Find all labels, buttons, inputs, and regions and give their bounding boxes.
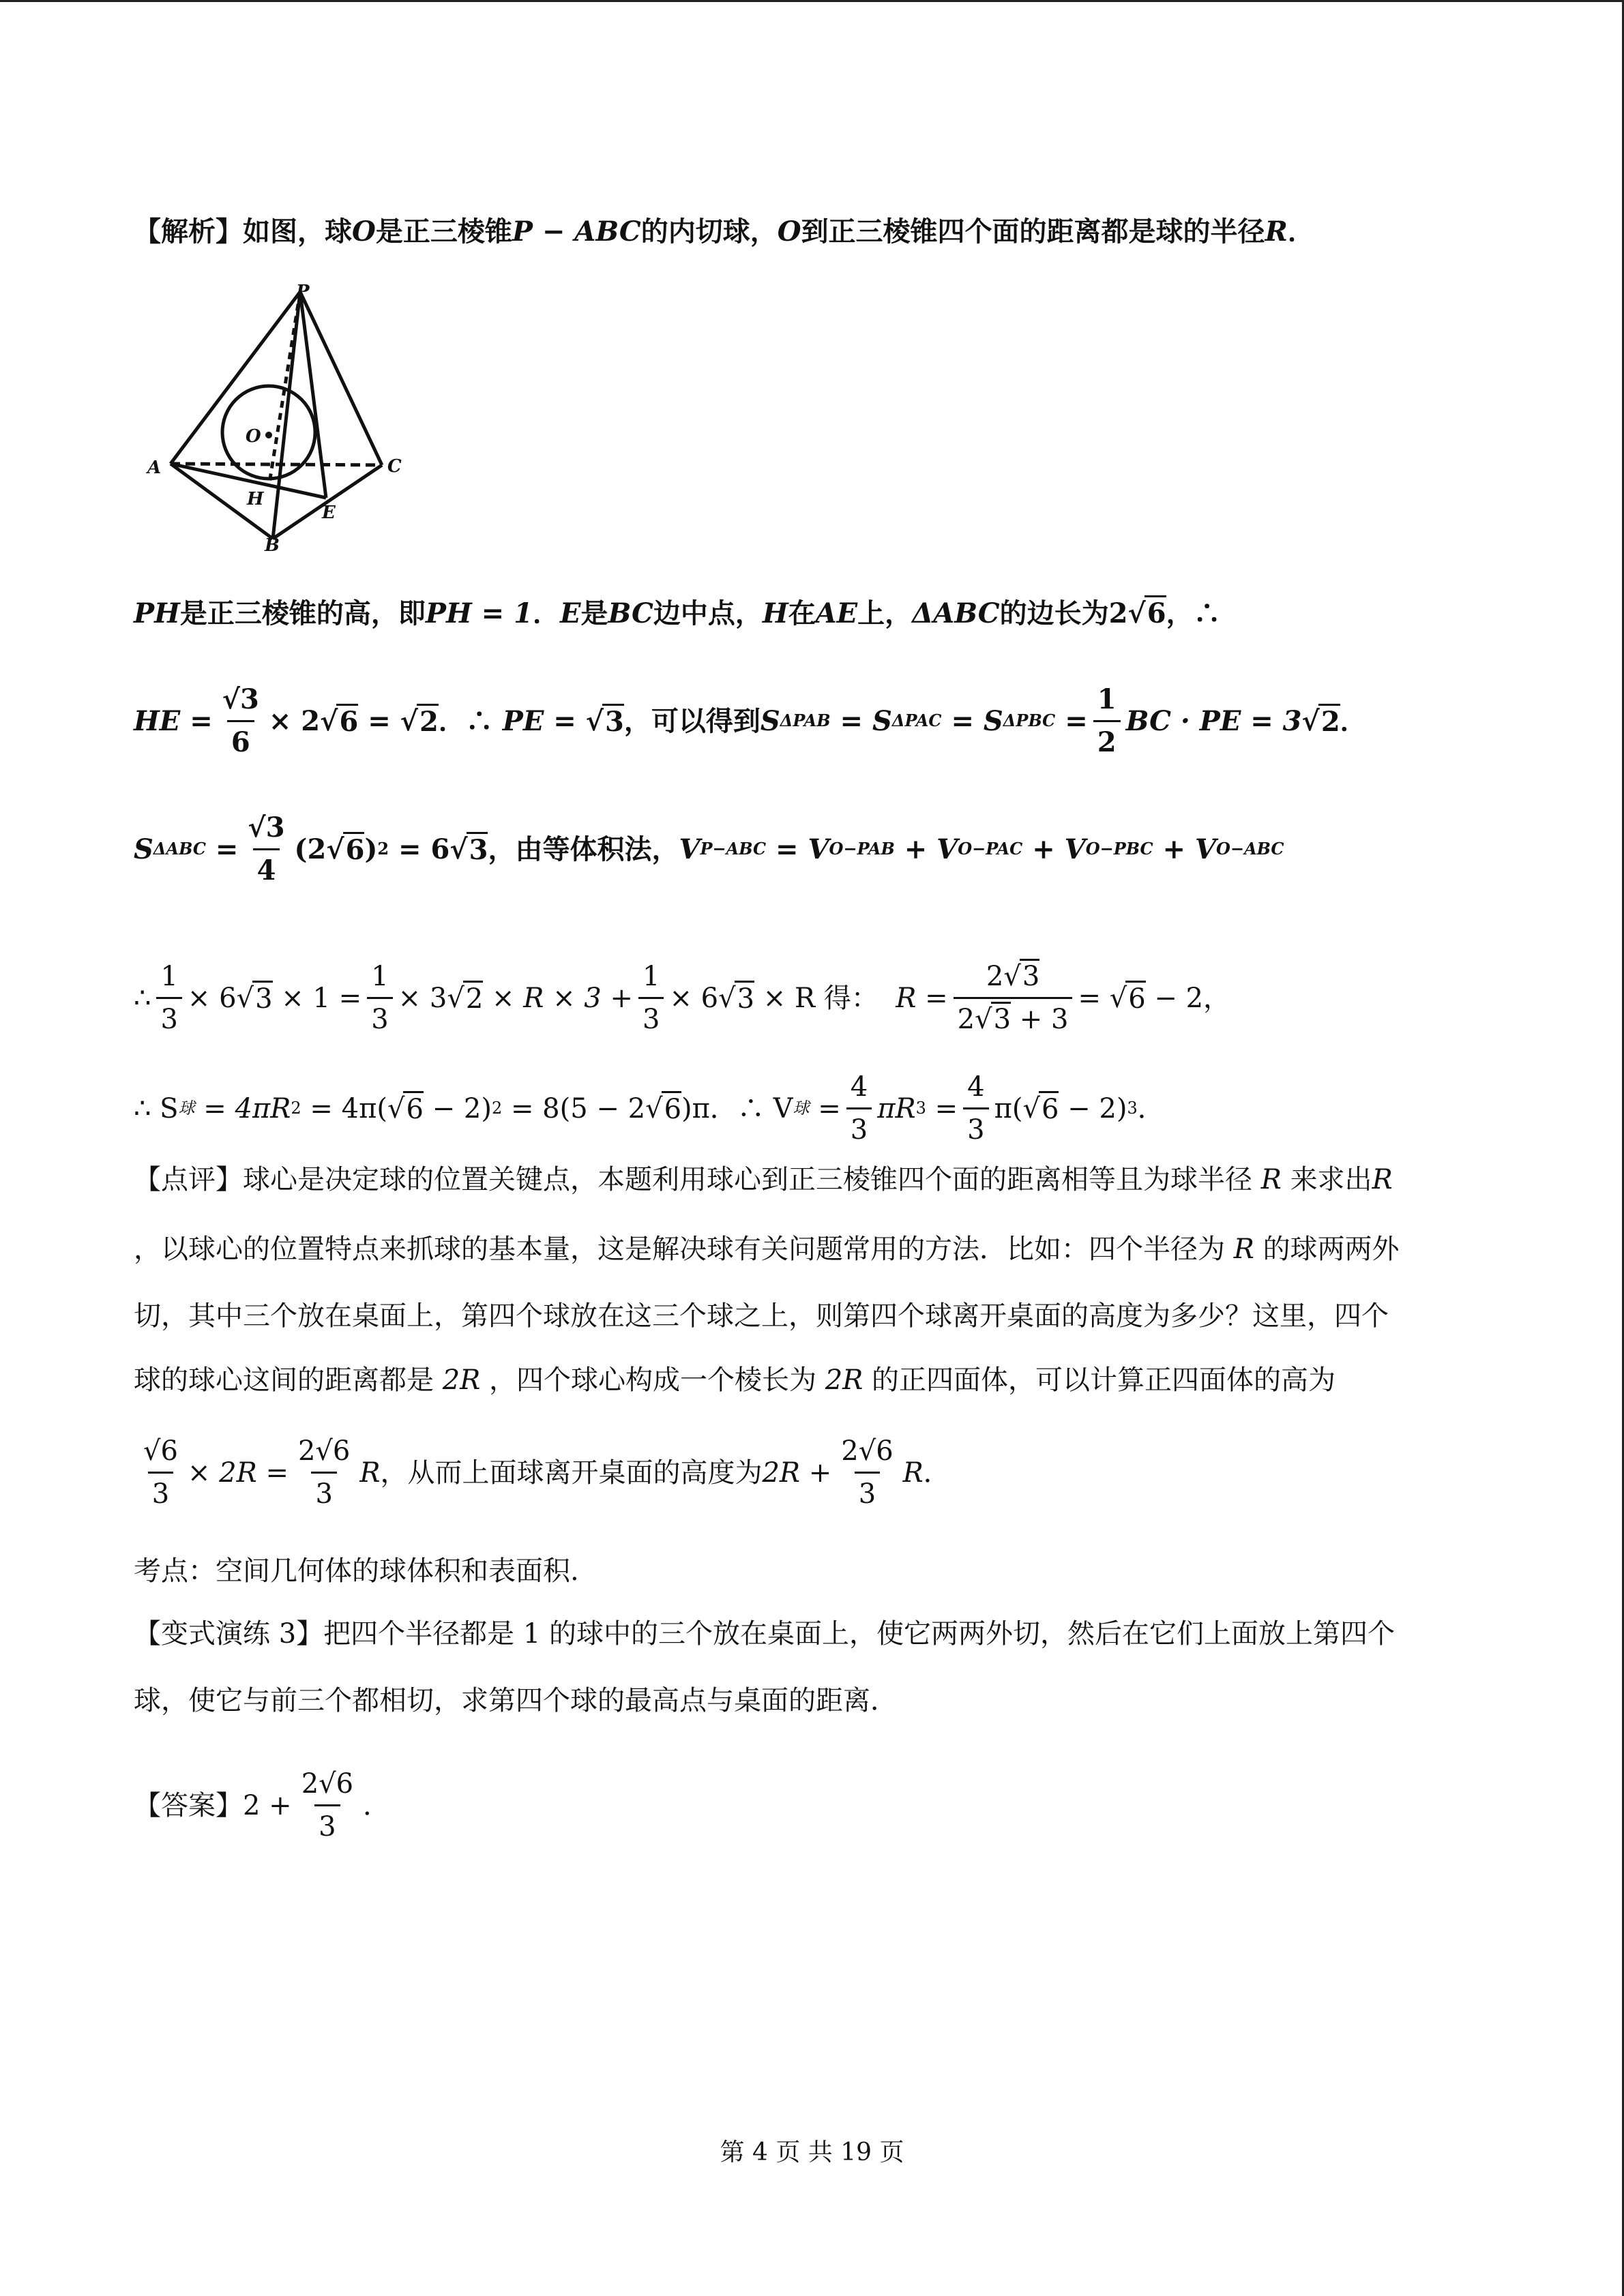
text: 的正四面体，可以计算正四面体的高为 <box>872 1365 1336 1396</box>
text: ． <box>532 597 560 629</box>
sqrt-sign <box>975 1004 992 1035</box>
line-4 <box>134 811 1284 887</box>
math: × 2R = <box>187 1457 289 1489</box>
math: V <box>679 833 700 865</box>
fraction <box>218 683 263 759</box>
comment-line-4 <box>134 1364 1335 1397</box>
math: S <box>872 704 892 737</box>
label-P: P <box>296 282 310 302</box>
math: π( <box>994 1092 1023 1124</box>
sqrt-sign <box>1023 1092 1041 1125</box>
comment-line-1 <box>134 1163 1393 1196</box>
math-R: R <box>1265 215 1288 248</box>
sqrt-sign <box>320 705 338 738</box>
sqrt-sign <box>1110 982 1127 1015</box>
top-border <box>0 0 1624 2</box>
math: × 2 <box>268 704 321 737</box>
text: ． <box>1287 215 1315 248</box>
math: = <box>818 1092 841 1124</box>
math: − 2， <box>1154 982 1231 1014</box>
numerator: 1 <box>160 961 178 992</box>
math: × R × 3 + <box>492 982 633 1014</box>
denominator: 3 <box>367 997 392 1036</box>
sqrt-sign <box>1127 597 1145 629</box>
math: × 1 = <box>281 982 362 1014</box>
denominator: 3 <box>963 1107 988 1146</box>
math: × 6 <box>669 982 719 1014</box>
text: 的边长为 <box>999 597 1109 629</box>
math: )π．∴ V <box>681 1092 793 1124</box>
math: V <box>1064 833 1086 865</box>
comment-line-2 <box>134 1233 1400 1266</box>
math: 6 <box>1145 595 1166 629</box>
text: 上， <box>857 597 913 629</box>
numerator: √6 <box>143 1435 178 1467</box>
math: = <box>368 704 391 737</box>
sqrt-sign <box>237 982 254 1015</box>
variant-line-2 <box>134 1684 898 1717</box>
math: 6 <box>1039 1091 1059 1126</box>
math: S <box>760 704 780 737</box>
math: 2 <box>957 1004 975 1035</box>
math: × 3 <box>398 982 447 1014</box>
subscript: O−PBC <box>1085 839 1153 859</box>
pyramid-figure <box>143 281 409 561</box>
text: ，∴ <box>1166 597 1221 629</box>
math: = <box>840 704 863 737</box>
variant-line-1 <box>134 1617 1395 1650</box>
math: − 2) <box>1067 1092 1127 1124</box>
superscript: 2 <box>291 1099 301 1118</box>
superscript: 3 <box>1127 1099 1138 1118</box>
math: ． <box>1137 1092 1165 1124</box>
math: PH = 1 <box>425 597 533 629</box>
numerator: 4 <box>967 1071 985 1103</box>
math: 3 <box>1020 959 1039 992</box>
kaodian: 考点：空间几何体的球体积和表面积. <box>134 1555 579 1587</box>
denominator: 3 <box>314 1804 340 1843</box>
analysis-line <box>134 215 1315 248</box>
denominator <box>954 997 1073 1036</box>
fraction <box>243 811 289 887</box>
numerator: √3 <box>248 811 285 844</box>
numerator: 1 <box>642 961 660 992</box>
answer-label: 【答案】 <box>134 1789 243 1821</box>
fraction <box>954 960 1073 1036</box>
math: 2 <box>417 704 439 739</box>
math: 6 <box>343 832 365 867</box>
sqrt-sign <box>387 1092 405 1125</box>
math: + <box>904 833 928 865</box>
numerator: √3 <box>222 683 259 715</box>
math: ∴ S <box>134 1092 179 1124</box>
line-6 <box>134 1071 1165 1146</box>
math: S <box>134 833 153 865</box>
math: R <box>1372 1164 1393 1195</box>
math: 2 + <box>243 1789 292 1821</box>
math: = <box>215 833 239 865</box>
math: H <box>762 597 788 629</box>
text: 切，其中三个放在桌面上，第四个球放在这三个球之上，则第四个球离开桌面的高度为多少？这里，四个 <box>134 1300 1389 1332</box>
label-A: A <box>147 458 162 478</box>
math: = <box>776 833 799 865</box>
text: ，从而上面球离开桌面的高度为 <box>380 1457 763 1489</box>
sqrt-sign <box>449 833 467 866</box>
math: R <box>1233 1234 1254 1265</box>
math: + 3 <box>1019 1004 1069 1035</box>
subscript: O−PAC <box>958 839 1023 859</box>
math: R <box>902 1457 924 1489</box>
fraction <box>156 960 181 1036</box>
math: V <box>808 833 829 865</box>
sqrt-sign <box>586 705 604 738</box>
math: = 6 <box>398 833 450 865</box>
text: ． <box>923 1457 951 1489</box>
comment-line-3 <box>134 1300 1389 1332</box>
math: PE = <box>502 704 576 737</box>
math: BC <box>608 597 653 629</box>
label-B: B <box>265 535 280 556</box>
sqrt-sign <box>1302 705 1320 738</box>
text: 边中点， <box>653 597 763 629</box>
text: ，可以得到 <box>623 704 761 737</box>
math: V <box>1195 833 1217 865</box>
math: PH <box>134 597 180 629</box>
sqrt-sign <box>718 982 736 1015</box>
math: × R 得： <box>763 982 879 1014</box>
math: 6 <box>403 1091 423 1126</box>
denominator: 3 <box>855 1472 880 1510</box>
fraction <box>294 1435 354 1510</box>
text: ，以球心的位置特点来抓球的基本量，这是解决球有关问题常用的方法．比如：四个半径为 <box>134 1234 1225 1265</box>
text: 把四个半径都是 1 的球中的三个放在桌面上，使它两两外切，然后在它们上面放上第四个 <box>323 1618 1396 1650</box>
label-O: O <box>246 426 261 447</box>
math: 2 <box>1108 597 1128 629</box>
math: BC · PE = 3 <box>1125 704 1302 737</box>
math: = <box>1078 982 1101 1014</box>
numerator: 4 <box>850 1071 868 1103</box>
denominator: 3 <box>846 1107 872 1146</box>
fraction <box>837 1435 897 1510</box>
superscript: 2 <box>377 839 389 859</box>
math: E <box>559 597 581 629</box>
math: 2R <box>825 1365 863 1396</box>
math: × 6 <box>187 982 237 1014</box>
numerator: 2√6 <box>301 1768 354 1800</box>
math: S <box>983 704 1003 737</box>
text: 是 <box>580 597 608 629</box>
text: ． <box>363 1789 391 1821</box>
math: 2 <box>986 961 1004 992</box>
label-E: E <box>322 503 336 523</box>
math: = <box>934 1092 958 1124</box>
text: 到正三棱锥四个面的距离都是球的半径 <box>801 215 1265 248</box>
math: = <box>951 704 974 737</box>
numerator: 1 <box>371 961 389 992</box>
text: 是正三棱锥的高，即 <box>179 597 426 629</box>
math: = 4πR <box>203 1092 291 1124</box>
subscript: 球 <box>178 1099 195 1118</box>
math: R <box>359 1457 381 1489</box>
label-H: H <box>247 489 264 509</box>
math: 3 <box>991 1002 1011 1035</box>
math: ∴ <box>134 982 151 1014</box>
math-pyramid: P − ABC <box>512 215 641 248</box>
math: 3 <box>252 981 272 1015</box>
math: 3 <box>735 981 754 1015</box>
denominator: 3 <box>148 1472 173 1510</box>
math-O: O <box>777 215 801 248</box>
numerator <box>982 960 1044 997</box>
sqrt-sign <box>447 982 464 1015</box>
math: R = <box>896 982 948 1014</box>
fraction <box>297 1768 357 1843</box>
math: HE = <box>134 704 213 737</box>
text: ．∴ <box>438 704 493 737</box>
analysis-label: 【解析】 <box>134 215 243 248</box>
math: 6 <box>662 1091 681 1126</box>
numerator: 1 <box>1097 683 1117 715</box>
math: πR <box>877 1092 916 1124</box>
text: 球，使它与前三个都相切，求第四个球的最高点与桌面的距离． <box>134 1685 898 1716</box>
superscript: 2 <box>491 1099 503 1118</box>
numerator: 2√6 <box>841 1435 894 1467</box>
text: 是正三棱锥 <box>375 215 512 248</box>
fraction <box>139 1435 182 1510</box>
math: 2R <box>442 1365 481 1396</box>
subscript: ΔPAC <box>891 711 942 731</box>
variant-label: 【变式演练 3】 <box>134 1618 324 1650</box>
fraction <box>638 960 664 1036</box>
denominator: 2 <box>1093 720 1121 759</box>
text: 在 <box>788 597 816 629</box>
math: 2 <box>463 981 483 1015</box>
fraction <box>1093 683 1121 759</box>
label-C: C <box>387 456 402 477</box>
text: 球的球心这间的距离都是 <box>134 1365 434 1396</box>
math: 3 <box>602 704 624 739</box>
math: 6 <box>336 704 358 739</box>
sqrt-sign <box>400 705 418 738</box>
comment-line-5 <box>134 1435 951 1510</box>
text: 的球两两外 <box>1263 1234 1400 1265</box>
text: ，由等体积法， <box>488 833 679 865</box>
text: 球心是决定球的位置关键点，本题利用球心到正三棱锥四个面的距离相等且为球半径 <box>243 1164 1252 1195</box>
math: ) <box>364 833 378 865</box>
math: 2R + <box>762 1457 832 1489</box>
subscript: 球 <box>793 1099 810 1118</box>
sqrt-sign <box>1003 961 1021 992</box>
sqrt-sign <box>645 1092 663 1125</box>
math: 3 <box>467 832 488 867</box>
comment-label: 【点评】 <box>134 1164 243 1195</box>
math: = 4π( <box>310 1092 387 1124</box>
math: − 2) <box>432 1092 492 1124</box>
line-2 <box>134 597 1221 630</box>
text: ． <box>1340 704 1368 737</box>
math-O: O <box>352 215 376 248</box>
text: 如图，球 <box>243 215 352 248</box>
sqrt-sign <box>326 833 344 866</box>
superscript: 3 <box>915 1099 926 1118</box>
text: 的内切球， <box>640 215 778 248</box>
math: (2 <box>294 833 327 865</box>
numerator: 2√6 <box>297 1435 351 1467</box>
denominator: 6 <box>227 720 254 759</box>
fraction <box>963 1071 988 1146</box>
math: V <box>936 833 958 865</box>
math: ΔABC <box>912 597 1000 629</box>
fraction <box>846 1071 872 1146</box>
math: = 8(5 − 2 <box>510 1092 646 1124</box>
line-5 <box>134 960 1230 1036</box>
subscript: O−ABC <box>1216 839 1284 859</box>
denominator: 3 <box>156 997 181 1036</box>
math: AE <box>815 597 858 629</box>
subscript: ΔABC <box>153 839 206 859</box>
denominator: 3 <box>311 1472 336 1510</box>
page-footer: 第 4 页 共 19 页 <box>720 2138 904 2166</box>
math: + <box>1162 833 1186 865</box>
subscript: P−ABC <box>700 839 767 859</box>
answer-line <box>134 1768 390 1843</box>
fraction <box>367 960 392 1036</box>
text: 来求出 <box>1290 1164 1372 1195</box>
math: + <box>1032 833 1055 865</box>
math: 2 <box>1318 704 1340 739</box>
math: 6 <box>1125 981 1145 1015</box>
text: ，四个球心构成一个棱长为 <box>489 1365 817 1396</box>
denominator: 4 <box>253 848 280 887</box>
subscript: ΔPAB <box>780 711 831 731</box>
subscript: O−PAB <box>829 839 895 859</box>
math: R <box>1260 1164 1282 1195</box>
line-3 <box>134 683 1368 759</box>
math: = <box>1065 704 1088 737</box>
subscript: ΔPBC <box>1003 711 1056 731</box>
denominator: 3 <box>638 997 664 1036</box>
